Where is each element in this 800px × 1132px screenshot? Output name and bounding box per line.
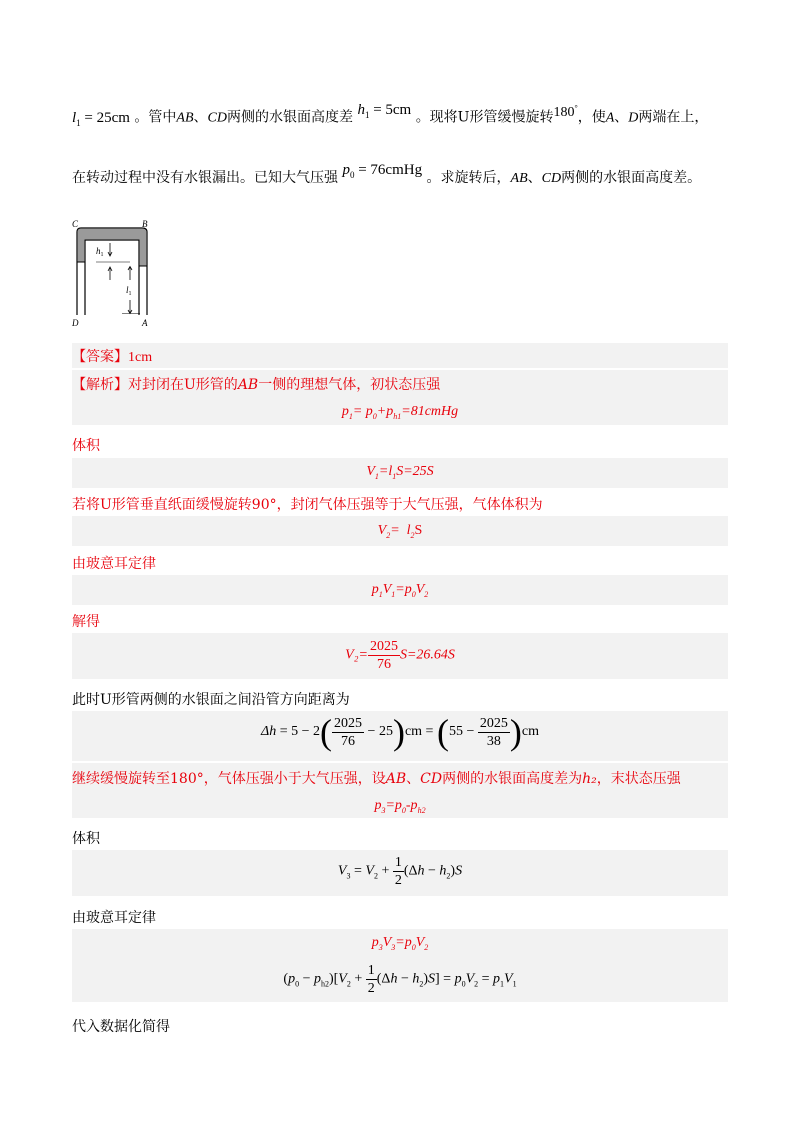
rotate-180-text: 继续缓慢旋转至180°，气体压强小于大气压强，设AB、CD两侧的水银面高度差为h₂，末状态压强 bbox=[72, 771, 681, 787]
label-b: B bbox=[142, 219, 148, 229]
eq-expanded: $(p_0 - p_{h2})[V_2$ + $\frac{1}{2}$ $(\Delta h - h_2)S] = p_0V_2 = p_1V_1$ bbox=[283, 963, 517, 996]
substitute-text: 代入数据化简得 bbox=[72, 1019, 170, 1035]
label-l1: $l_1$ bbox=[126, 285, 132, 297]
u-tube-figure bbox=[70, 218, 160, 330]
label-c: C bbox=[72, 219, 79, 229]
rotate-90-text: 若将U形管垂直纸面缓慢旋转90°，封闭气体压强等于大气压强，气体体积为 bbox=[72, 497, 543, 513]
eq-boyle-2: $p_3V_3=p_0V_2$ bbox=[371, 935, 429, 952]
eq-v2: $V_2= l_2S$ bbox=[377, 523, 423, 540]
eq-v2-result: V₂= $\frac{2025}{76}$ S=26.64S bbox=[345, 639, 455, 672]
eq-p1: $p_1=$ $p_0+p_{h1}=81cmHg$ bbox=[341, 404, 459, 421]
label-a: A bbox=[142, 318, 148, 328]
eq-v3: $V_3 = V_2$ + $\frac{1}{2}$ $(\Delta h - h_2)S$ bbox=[337, 855, 463, 888]
eq-delta-h: Δh = 5 − 2( $\frac{2025}{76}$ − 25)cm = (55 − $\frac{2025}{38}$ )cm bbox=[261, 712, 539, 752]
label-d: D bbox=[72, 318, 79, 328]
eq-v1: $V_1=l_1S=25S$ bbox=[366, 464, 434, 481]
question-line-1: $l_1 = 25cm$ 。管中AB、CD两侧的水银面高度差 $h_1 = 5cm$ 。现将U形管缓慢旋转180°，使A、D两端在上， bbox=[72, 101, 709, 128]
eq-boyle-1: $p_1V_1=p_0V_2$ bbox=[371, 582, 429, 599]
question-line-2: 在转动过程中没有水银漏出。已知大气压强 $p_0$ = 76cmHg 。求旋转后，AB、CD两侧的水银面高度差。 bbox=[72, 162, 702, 186]
volume-label-2: 体积 bbox=[72, 831, 100, 847]
boyle-law-1: 由玻意耳定律 bbox=[72, 556, 156, 572]
label-h1: $h_1$ bbox=[96, 246, 104, 258]
eq-p3: $p_3=p_0-p_{h2}$ bbox=[374, 798, 426, 815]
volume-label-1: 体积 bbox=[72, 438, 100, 454]
analysis-intro: 【解析】对封闭在U形管的AB一侧的理想气体，初状态压强 bbox=[72, 377, 441, 393]
distance-text: 此时U形管两侧的水银面之间沿管方向距离为 bbox=[72, 692, 350, 708]
answer-line: 【答案】1cm bbox=[72, 349, 153, 365]
solve-label: 解得 bbox=[72, 614, 100, 630]
boyle-law-2: 由玻意耳定律 bbox=[72, 910, 156, 926]
